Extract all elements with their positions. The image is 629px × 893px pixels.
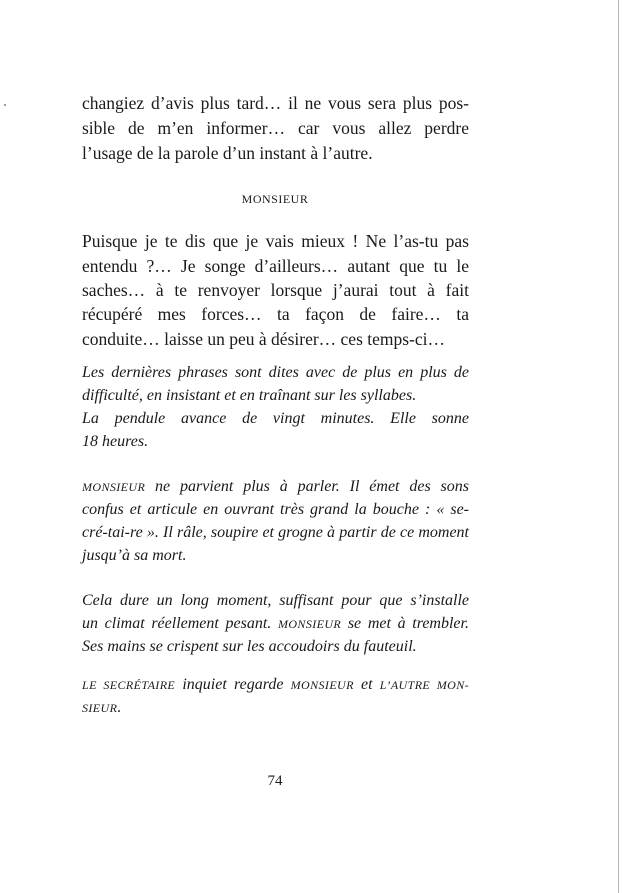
speaker-name: MONSIEUR	[241, 192, 309, 206]
text-line: l’usage de la parole d’un instant à l’autre.	[82, 143, 373, 163]
direction-text: ne parvient plus à parler. Il émet des sons	[145, 478, 469, 495]
direction-line	[82, 477, 469, 497]
page-number: 74	[267, 773, 283, 789]
direction-text: se met à trembler.	[341, 615, 469, 632]
text-line: saches… à te renvoyer lorsque j’aurai tout à fait	[82, 280, 469, 300]
direction-line: confus et articule en ouvrant très grand la bouche : « se-	[82, 501, 469, 518]
direction-text: .	[117, 699, 122, 716]
text-line: Puisque je te dis que je vais mieux ! Ne l’as-tu pas	[82, 231, 469, 251]
direction-line: Ses mains se crispent sur les accoudoirs du fauteuil.	[82, 638, 417, 655]
text-line: entendu ?… Je songe d’ailleurs… autant que tu le	[82, 256, 469, 276]
speaker-ref: MONSIEUR	[290, 678, 354, 692]
direction-text: et	[353, 676, 380, 693]
scan-speck	[4, 104, 6, 106]
speaker-ref: L’AUTRE MON-	[379, 678, 470, 692]
page-edge	[618, 0, 619, 893]
speaker-ref: SIEUR	[82, 701, 118, 715]
speaker-ref: MONSIEUR	[277, 617, 342, 631]
direction-line	[82, 614, 469, 634]
text-line: conduite… laisse un peu à désirer… ces temps-ci…	[82, 329, 446, 349]
direction-line: 18 heures.	[82, 433, 149, 450]
direction-line: cré-tai-re ». Il râle, soupire et grogne à partir de ce moment	[82, 524, 469, 541]
direction-line: difficulté, en insistant et en traînant sur les syllabes.	[82, 387, 417, 404]
direction-line: jusqu’à sa mort.	[82, 547, 187, 564]
direction-line: La pendule avance de vingt minutes. Elle sonne	[82, 410, 469, 427]
text-line: sible de m’en informer… car vous allez perdre	[82, 118, 469, 138]
speaker-ref: LE SECRÉTAIRE	[82, 678, 176, 692]
direction-text: inquiet regarde	[175, 676, 291, 693]
direction-line	[82, 698, 469, 718]
direction-line: Cela dure un long moment, suffisant pour que s’installe	[82, 592, 469, 609]
direction-line	[82, 675, 469, 695]
speaker-ref: MONSIEUR	[82, 480, 146, 494]
text-line: récupéré mes forces… ta façon de faire… ta	[82, 304, 469, 324]
direction-line: Les dernières phrases sont dites avec de plus en plus de	[82, 364, 469, 381]
direction-text: un climat réellement pesant.	[82, 615, 278, 632]
text-line: changiez d’avis plus tard… il ne vous sera plus pos-	[82, 93, 469, 113]
